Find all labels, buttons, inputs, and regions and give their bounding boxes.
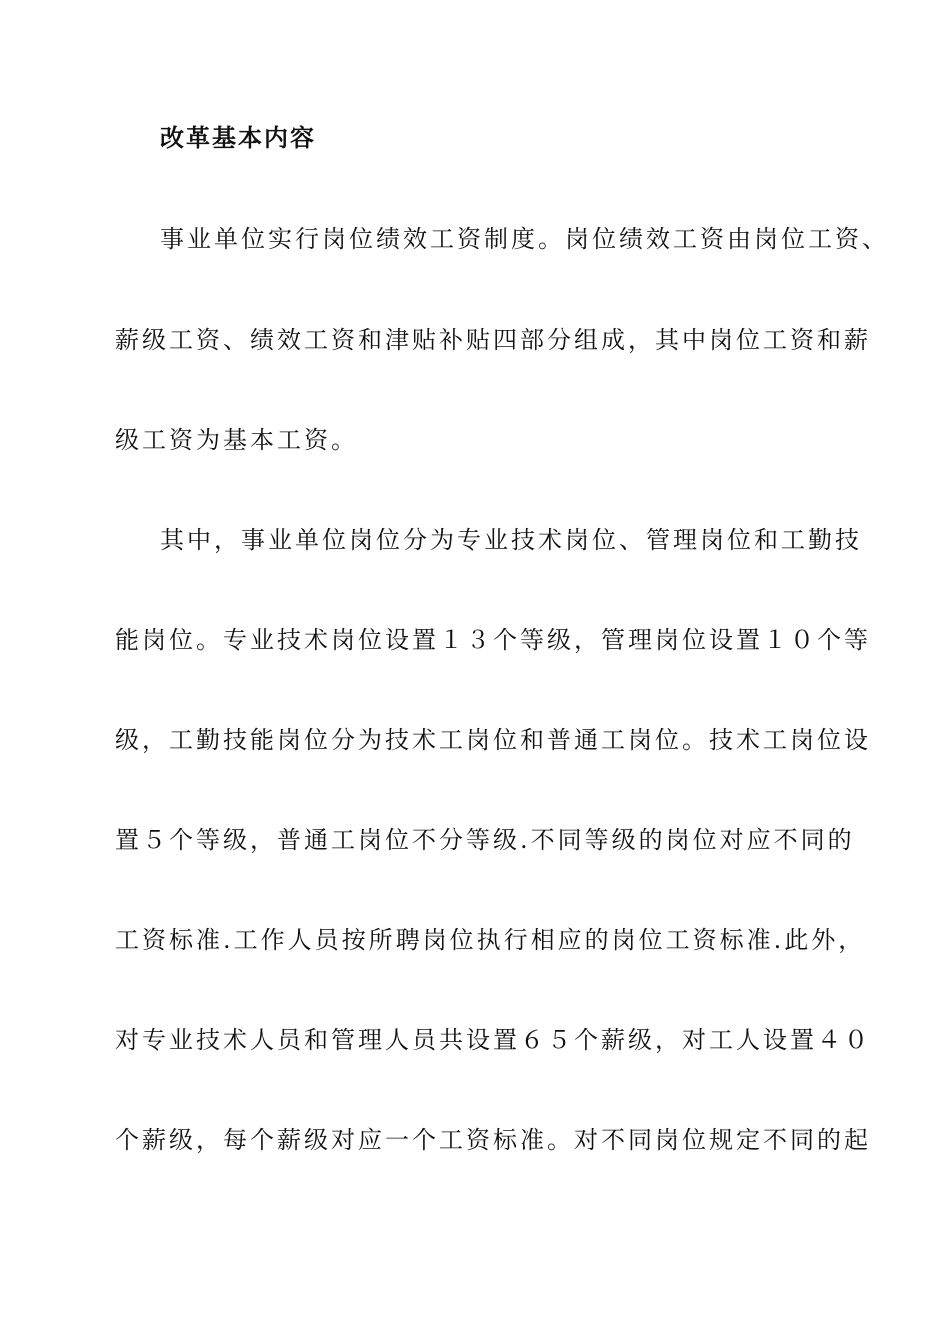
paragraph-2-line-3: 级，工勤技能岗位分为技术工岗位和普通工岗位。技术工岗位设 bbox=[115, 726, 871, 754]
paragraph-2-line-4: 置５个等级，普通工岗位不分等级.不同等级的岗位对应不同的 bbox=[115, 826, 855, 854]
paragraph-1-line-3: 级工资为基本工资。 bbox=[115, 426, 358, 454]
paragraph-1-line-2: 薪级工资、绩效工资和津贴补贴四部分组成，其中岗位工资和薪 bbox=[115, 326, 871, 354]
paragraph-1-line-1: 事业单位实行岗位绩效工资制度。岗位绩效工资由岗位工资、 bbox=[160, 225, 889, 253]
paragraph-2-line-1: 其中，事业单位岗位分为专业技术岗位、管理岗位和工勤技 bbox=[160, 526, 862, 554]
section-heading: 改革基本内容 bbox=[160, 123, 316, 152]
paragraph-2-line-6: 对专业技术人员和管理人员共设置６５个薪级，对工人设置４０ bbox=[115, 1026, 871, 1054]
paragraph-2-line-2: 能岗位。专业技术岗位设置１３个等级，管理岗位设置１０个等 bbox=[115, 626, 871, 654]
paragraph-2-line-5: 工资标准.工作人员按所聘岗位执行相应的岗位工资标准.此外， bbox=[115, 926, 866, 954]
paragraph-2-line-7: 个薪级，每个薪级对应一个工资标准。对不同岗位规定不同的起 bbox=[115, 1126, 871, 1154]
